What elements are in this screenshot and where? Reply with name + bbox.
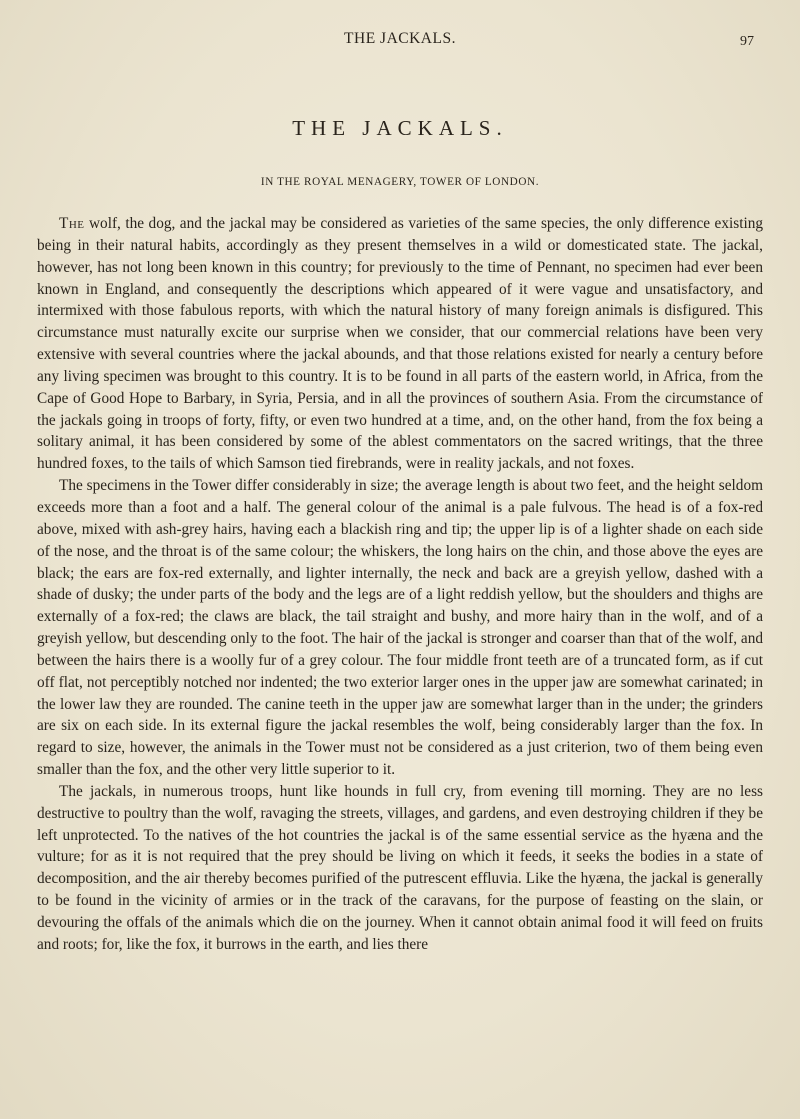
chapter-subtitle: IN THE ROYAL MENAGERY, TOWER OF LONDON. xyxy=(260,176,540,188)
running-head: THE JACKALS. xyxy=(344,30,456,47)
paragraph-1-lead-word: The xyxy=(59,215,85,232)
paragraph-3: The jackals, in numerous troops, hunt like hounds in full cry, from evening till morning. They are no less destructive to poultry than the wolf, ravaging the streets, villages, and gardens, and even destroying children if they be left unprotected. To the natives of the hot countries the jackal is of the same essential service as the hyæna and the vulture; for as it is not required that the prey should be living on which it feeds, it seeks the bodies in a state of decomposition, and the air thereby becomes purified of the putrescent effluvia. Like the hyæna, the jackal is generally to be found in the vicinity of armies or in the track of the caravans, for the purpose of feasting on the slain, or devouring the offals of the animals which die on the journey. When it cannot obtain animal food it will feed on fruits and roots; for, like the fox, it burrows in the earth, and lies there xyxy=(37,782,763,953)
chapter-title: THE JACKALS. xyxy=(292,116,508,140)
paragraph-2: The specimens in the Tower differ considerably in size; the average length is about two feet, and the height seldom exceeds more than a foot and a half. The general colour of the animal is a pale fulvous. The head is of a fox-red above, mixed with ash-grey hairs, having each a blackish ring and tip; the upper lip is of a lighter shade on each side of the nose, and the throat is of the same colour; the whiskers, the long hairs on the chin, and those above the eyes are black; the ears are fox-red externally, and lighter internally, the neck and back are a greyish yellow, dashed with a shade of dusky; the under parts of the body and the legs are of a light reddish yellow, but the shoulders and thighs are externally of a fox-red; the claws are black, the tail straight and bushy, and more hairy than in the wolf, and of a greyish yellow, but descending only to the foot. The hair of the jackal is stronger and coarser than that of the wolf, and between the hairs there is a woolly fur of a grey colour. The four middle front teeth are of a truncated form, as if cut off flat, not perceptibly notched nor indented; the two exterior larger ones in the upper jaw are somewhat carinated; in the lower law they are rounded. The canine teeth in the upper jaw are somewhat larger than in the under; the grinders are six on each side. In its external figure the jackal resembles the wolf, being considerably larger than the fox. In regard to size, however, the animals in the Tower must not be considered as a just criterion, two of them being even smaller than the fox, and the other very little superior to it. xyxy=(37,477,763,779)
page-number: 97 xyxy=(740,34,754,49)
paragraph-1-text: wolf, the dog, and the jackal may be considered as varieties of the same species, the only difference existing being in their natural habits, accordingly as they present themselves in a wild or domesticated state. The jackal, however, has not long been known in this country; for previously to the time of Pennant, no specimen had ever been known in England, and consequently the descriptions which appeared of it were vague and unsatisfactory, and intermixed with those fabulous reports, with which the natural history of many foreign animals is disfigured. This circumstance must naturally excite our surprise when we consider, that our commercial relations have been very extensive with several countries where the jackal abounds, and that those relations existed for nearly a century before any living specimen was brought to this country. It is to be found in all parts of the eastern world, in Africa, from the Cape of Good Hope to Barbary, in Syria, Persia, and in all the provinces of southern Asia. From the circumstance of the jackals going in troops of forty, fifty, or even two hundred at a time, and, on the other hand, from the fox being a solitary animal, it has been considered by some of the ablest commentators on the sacred writings, that the three hundred foxes, to the tails of which Samson tied firebrands, were in reality jackals, and not foxes. xyxy=(37,215,763,473)
body-text xyxy=(37,213,763,956)
paragraph-1 xyxy=(37,213,763,475)
